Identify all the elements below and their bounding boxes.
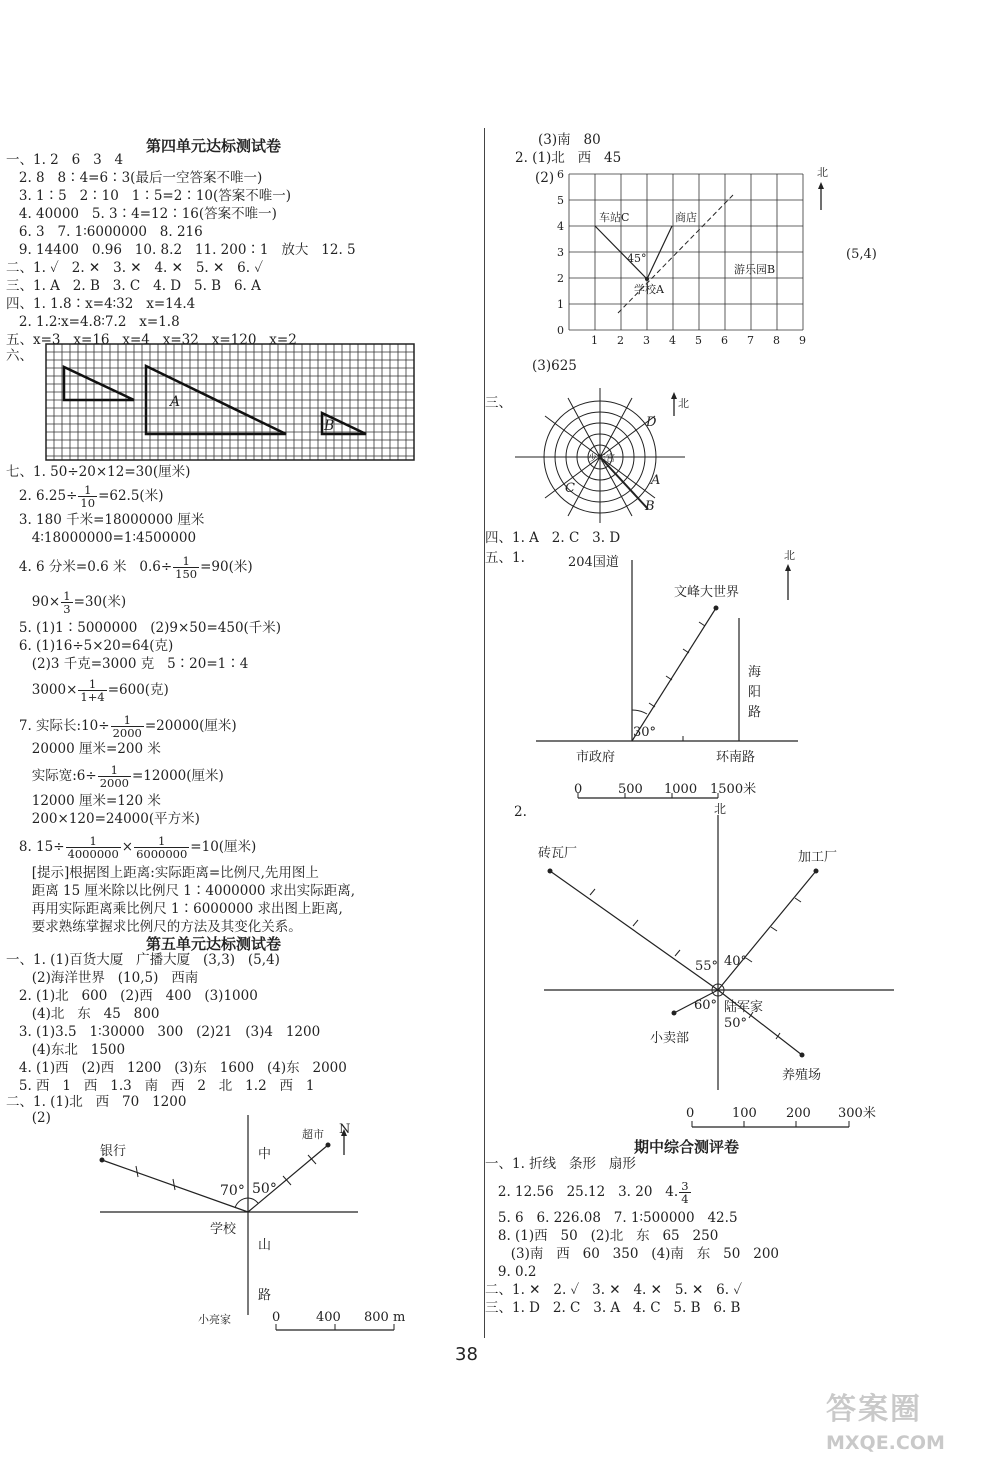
u5-line: (4)东北 1500 (6, 1042, 126, 1058)
home-label: 小亮家 (198, 1313, 231, 1326)
mid-line: 9. 0.2 (485, 1264, 537, 1280)
hint-line: 距离 15 厘米除以比例尺 1∶4000000 求出实际距离, (6, 883, 356, 899)
hint-line: 要求熟练掌握求比例尺的方法及其变化关系。 (6, 919, 302, 935)
seven-line: 8. 15÷ $\frac{1}{4000000}$ × $\frac{1}{6000000}$ =10(厘米) (6, 834, 257, 861)
u4-line: 二、1. ✓ 2. ✕ 3. ✕ 4. ✕ 5. ✕ 6. ✓ (6, 260, 264, 276)
brick-factory: 砖瓦厂 (538, 846, 578, 861)
seven-line: 3000× $\frac{1}{1+4}$ =600(克) (6, 677, 169, 704)
hint-line: [提示]根据图上距离:实际距离=比例尺,先用图上 (6, 865, 319, 881)
u4-line: 2. 8 8∶4=6∶3(最后一空答案不唯一) (6, 170, 263, 186)
north-n-label: N (339, 1122, 351, 1137)
road-char: 路 (258, 1288, 272, 1303)
watermark-site: MXQE.COM (826, 1432, 945, 1454)
seven-line: 5. (1)1∶5000000 (2)9×50=450(千米) (6, 620, 282, 636)
y-tick-label: 3 (557, 246, 564, 259)
hint-line: 再用实际距离乘比例尺 1∶6000000 求出图上距离, (6, 901, 343, 917)
north-label: 北 (817, 166, 828, 179)
x-tick-label: 2 (617, 334, 624, 347)
x-tick-label: 5 (695, 334, 702, 347)
angle-40: 40° (724, 954, 748, 969)
x-tick-label: 3 (643, 334, 650, 347)
seven-line: 12000 厘米=120 米 (6, 793, 161, 809)
gov-label: 市政府 (576, 750, 616, 765)
huannan-road: 环南路 (716, 750, 756, 765)
scale-0: 0 (272, 1310, 281, 1325)
road-char: 中 (258, 1147, 272, 1162)
angle-30: 30° (633, 725, 657, 740)
seven-line: 实际宽:6÷ $\frac{1}{2000}$ =12000(厘米) (6, 763, 224, 790)
bank-label: 银行 (100, 1144, 127, 1159)
r-line: (2) (535, 170, 555, 186)
farm-label: 养殖场 (782, 1068, 822, 1083)
coord-answer: (5,4) (846, 247, 877, 262)
north-label: 北 (678, 397, 689, 410)
scale-0: 0 (686, 1106, 695, 1121)
coordinate-grid (548, 168, 878, 346)
u4-line: 一、1. 2 6 3 4 (6, 152, 124, 168)
u4-line: 四、1. 1.8∶x=4∶32 x=14.4 (6, 296, 196, 312)
seven-line: 6. (1)16÷5×20=64(克) (6, 638, 174, 654)
road-char: 海 (748, 665, 762, 680)
angle-50: 50° (724, 1016, 748, 1031)
road-204: 204国道 (568, 555, 619, 570)
mid-line: (3)南 西 60 350 (4)南 东 50 200 (485, 1246, 780, 1262)
scale-1000: 1000 (664, 782, 698, 797)
u5-line: (4)北 东 45 800 (6, 1006, 160, 1022)
point-a: A (651, 473, 661, 488)
mid-line: 8. (1)西 50 (2)北 东 65 250 (485, 1228, 719, 1244)
label-a: A (170, 394, 181, 410)
two-label: 2. (514, 804, 527, 820)
six-label: 六、 (6, 348, 33, 364)
u5-line: 4. (1)西 (2)西 1200 (3)东 1600 (4)东 2000 (6, 1060, 347, 1076)
x-tick-label: 1 (591, 334, 598, 347)
five-label: 五、1. (485, 550, 525, 566)
seven-line: 90× $\frac{1}{3}$ =30(米) (6, 589, 127, 616)
seven-line: 200×120=24000(平方米) (6, 811, 200, 827)
center-label: 少年宫 (588, 454, 616, 464)
x-tick-label: 8 (773, 334, 780, 347)
seven-line: 4∶18000000=1∶4500000 (6, 530, 197, 546)
shop-label: 商店 (675, 211, 697, 224)
road-char: 山 (258, 1238, 272, 1253)
x-tick-label: 4 (669, 334, 676, 347)
three-label: 三、 (485, 395, 512, 411)
scale-200: 200 (786, 1106, 811, 1121)
u5-line: 二、1. (1)北 西 70 1200 (6, 1094, 187, 1110)
scale-1500: 1500米 (710, 782, 757, 797)
mid-line: 二、1. ✕ 2. ✓ 3. ✕ 4. ✕ 5. ✕ 6. ✓ (485, 1282, 743, 1298)
midterm-title: 期中综合测评卷 (634, 1138, 740, 1156)
watermark-logo: 答案圈 (826, 1392, 922, 1427)
point-b: B (645, 499, 655, 514)
x-tick-label: 9 (799, 334, 806, 347)
seven-line: 3. 180 千米=18000000 厘米 (6, 512, 205, 528)
seven-line: 7. 实际长:10÷ $\frac{1}{2000}$ =20000(厘米) (6, 713, 237, 740)
mid-line: 2. 12.56 25.12 3. 20 4. $\frac{3}{4}$ (485, 1179, 689, 1206)
y-tick-label: 4 (557, 220, 564, 233)
north-label: 北 (714, 802, 727, 816)
seven-line: 4. 6 分米=0.6 米 0.6÷ $\frac{1}{150}$ =90(米) (6, 554, 253, 581)
road-char: 阳 (748, 685, 762, 700)
wenfeng-label: 文峰大世界 (674, 585, 740, 600)
u4-line: 9. 14400 0.96 10. 8.2 11. 200∶1 放大 12. 5 (6, 242, 356, 258)
point-d: D (646, 415, 657, 430)
mid-line: 三、1. D 2. C 3. A 4. C 5. B 6. B (485, 1300, 741, 1316)
u5-line: (2)海洋世界 (10,5) 西南 (6, 970, 199, 986)
u4-line: 三、1. A 2. B 3. C 4. D 5. B 6. A (6, 278, 261, 294)
city-map (536, 550, 806, 800)
angle-45: 45° (627, 252, 647, 265)
unit4-title: 第四单元达标测试卷 (146, 137, 282, 155)
school-label: 学校 (210, 1222, 237, 1237)
processing-factory: 加工厂 (798, 850, 838, 865)
y-tick-label: 5 (557, 194, 564, 207)
y-tick-label: 0 (557, 324, 564, 337)
u4-line: 五、x=3 x=16 x=4 x=32 x=120 x=2 (6, 332, 297, 348)
scale-100: 100 (732, 1106, 757, 1121)
u4-line: 6. 3 7. 1∶6000000 8. 216 (6, 224, 203, 240)
mid-line: 一、1. 折线 条形 扇形 (485, 1156, 636, 1172)
scale-800: 800 m (364, 1310, 406, 1325)
scale-500: 500 (618, 782, 643, 797)
triangle-original (64, 367, 134, 400)
seven-line: 2. 6.25÷ $\frac{1}{10}$ =62.5(米) (6, 483, 164, 510)
r-line: 2. (1)北 西 45 (515, 150, 622, 166)
home-label: 陆军家 (724, 1000, 764, 1015)
shop-label: 小卖部 (650, 1031, 690, 1046)
compass-map (538, 802, 904, 1135)
north-label: 北 (784, 549, 795, 562)
supermarket-label: 超市 (302, 1128, 324, 1141)
school-a: 学校A (634, 283, 664, 296)
triangle-grid-figure (46, 344, 416, 462)
station-c: 车站C (599, 211, 630, 224)
u5-line: 一、1. (1)百货大厦 广播大厦 (3,3) (5,4) (6, 952, 280, 968)
u5-line: 2. (1)北 600 (2)西 400 (3)1000 (6, 988, 258, 1004)
scale-400: 400 (316, 1310, 341, 1325)
direction-target (515, 388, 715, 523)
seven-line: (2)3 千克=3000 克 5∶20=1∶4 (6, 656, 249, 672)
angle-70: 70° (220, 1183, 245, 1199)
y-tick-label: 2 (557, 272, 564, 285)
angle-55: 55° (695, 959, 719, 974)
watermark (826, 1384, 945, 1454)
x-tick-label: 6 (721, 334, 728, 347)
page-number: 38 (455, 1344, 478, 1365)
label-b: B (324, 418, 335, 434)
y-tick-label: 1 (557, 298, 564, 311)
scale-300: 300米 (838, 1106, 876, 1121)
park-b: 游乐园B (734, 263, 776, 276)
point-c: C (565, 481, 575, 496)
y-tick-label: 6 (557, 168, 564, 181)
road-char: 路 (748, 705, 762, 720)
u5-line: 3. (1)3.5 1∶30000 300 (2)21 (3)4 1200 (6, 1024, 321, 1040)
seven-line: 七、1. 50÷20×12=30(厘米) (6, 464, 191, 480)
unit5-title: 第五单元达标测试卷 (146, 935, 282, 953)
angle-50: 50° (252, 1181, 277, 1197)
u4-line: 2. 1.2∶x=4.8∶7.2 x=1.8 (6, 314, 180, 330)
angle-60: 60° (694, 998, 718, 1013)
scale-0: 0 (574, 782, 583, 797)
u4-line: 4. 40000 5. 3∶4=12∶16(答案不唯一) (6, 206, 277, 222)
mid-line: 5. 6 6. 226.08 7. 1∶500000 42.5 (485, 1210, 738, 1226)
r-line: 四、1. A 2. C 3. D (485, 530, 621, 546)
x-tick-label: 7 (747, 334, 754, 347)
school-map (80, 1115, 450, 1340)
u5-line: 5. 西 1 西 1.3 南 西 2 北 1.2 西 1 (6, 1078, 315, 1094)
u4-line: 3. 1∶5 2∶10 1∶5=2∶10(答案不唯一) (6, 188, 292, 204)
r-line: (3)南 80 (538, 132, 601, 148)
r-line: (3)625 (532, 358, 577, 374)
u5-line: (2) (6, 1110, 51, 1126)
seven-line: 20000 厘米=200 米 (6, 741, 161, 757)
